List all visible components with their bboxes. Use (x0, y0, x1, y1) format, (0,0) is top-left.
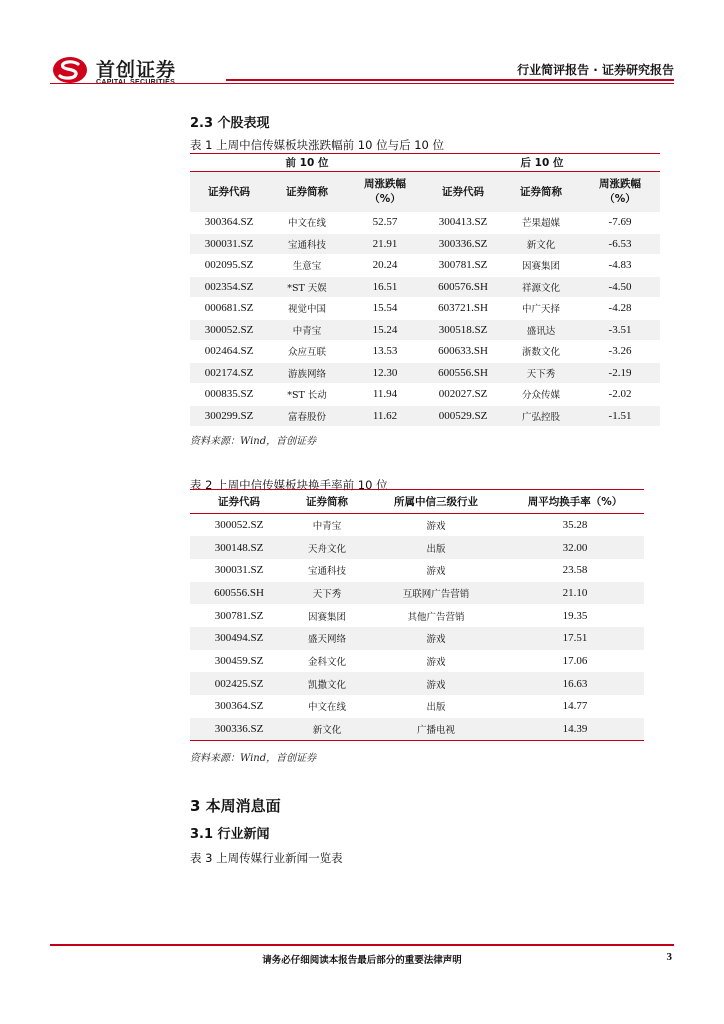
col-header: 证券代码 (190, 172, 268, 212)
table-row (190, 650, 644, 673)
table-row (190, 212, 660, 234)
table-cell: -3.51 (580, 319, 660, 341)
table-cell: 众应互联 (268, 341, 346, 363)
table-row (190, 582, 644, 605)
table-cell: 生意宝 (268, 255, 346, 277)
table-cell: 出版 (426, 702, 446, 714)
table-cell: 300781.SZ (424, 255, 502, 277)
table-cell: 天舟文化 (288, 536, 366, 559)
table-cell: -6.53 (580, 233, 660, 255)
table-cell: 002464.SZ (190, 341, 268, 363)
table-cell: 20.24 (346, 255, 424, 277)
table-cell: 游族网络 (268, 362, 346, 384)
table-cell: 因赛集团 (502, 255, 580, 277)
col-header: 证券简称 (288, 490, 366, 514)
table-cell: 600556.SH (424, 362, 502, 384)
company-logo (50, 50, 210, 90)
table-cell: 互联网广告营销 (366, 582, 506, 605)
legal-disclaimer-note: 请务必仔细阅读本报告最后部分的重要法律声明 (262, 955, 462, 966)
group-top-10: 前 10 位 (190, 154, 424, 172)
table-cell: -3.26 (580, 341, 660, 363)
table-cell: 中文在线 (307, 702, 346, 714)
section-heading-3-1: 3.1 行业新闻 (190, 827, 270, 842)
table-cell: 600633.SH (424, 341, 502, 363)
table-cell: 300518.SZ (424, 319, 502, 341)
table-cell: -4.50 (580, 276, 660, 298)
table-row (190, 536, 644, 559)
table-cell: 32.00 (506, 536, 644, 559)
table-cell: 16.51 (346, 276, 424, 298)
col-header: 证券代码 (190, 490, 288, 514)
table-cell: 祥源文化 (502, 276, 580, 298)
table-cell: 11.94 (346, 384, 424, 406)
table-cell: 300299.SZ (190, 405, 268, 427)
section-heading-3: 3 本周消息面 (190, 797, 281, 815)
table-cell: 金科文化 (307, 656, 346, 668)
table-cell: 出版 (366, 536, 506, 559)
table-cell: 凯撒文化 (288, 672, 366, 695)
table-cell: 21.10 (506, 582, 644, 605)
table-row (190, 298, 660, 320)
table-cell: 天下秀 (288, 582, 366, 605)
table-cell: 35.28 (562, 519, 588, 532)
table-cell: *ST 长动 (268, 384, 346, 406)
table-cell: 12.30 (346, 362, 424, 384)
col-header: 周涨跌幅 （%） (580, 172, 660, 212)
table-cell: 游戏 (426, 521, 446, 533)
table-cell: 15.24 (346, 319, 424, 341)
table-cell: 游戏 (366, 627, 506, 650)
logo-chinese-name: 首创证券 (96, 59, 177, 81)
table-row (190, 672, 644, 695)
table-cell: 14.39 (506, 718, 644, 741)
logo-mark-icon (52, 56, 88, 84)
table-cell: 分众传媒 (502, 384, 580, 406)
table-cell: 17.51 (506, 627, 644, 650)
table-cell: 13.53 (346, 341, 424, 363)
table-cell: 002425.SZ (190, 672, 288, 695)
table-cell: 000529.SZ (424, 405, 502, 427)
table-row (190, 627, 644, 650)
col-header: 周涨跌幅 （%） (346, 172, 424, 212)
table-cell: 300364.SZ (214, 700, 264, 713)
table-row (190, 319, 660, 341)
table-cell: 天下秀 (502, 362, 580, 384)
table-cell: 中青宝 (312, 521, 342, 533)
table-cell: 盛讯达 (502, 319, 580, 341)
table-cell: 603721.SH (424, 298, 502, 320)
table-row (190, 384, 660, 406)
table-cell: -4.28 (580, 298, 660, 320)
group-bottom-10: 后 10 位 (424, 154, 660, 172)
table-cell: 002354.SZ (190, 276, 268, 298)
table-cell: 盛天网络 (288, 627, 366, 650)
table-cell: 300413.SZ (424, 212, 502, 234)
table-cell: 宝通科技 (268, 233, 346, 255)
table-turnover-leaders (190, 489, 644, 741)
table-cell: 002027.SZ (424, 384, 502, 406)
table-cell: 600576.SH (424, 276, 502, 298)
table-cell: 300031.SZ (214, 564, 264, 577)
col-header: 证券简称 (502, 172, 580, 212)
table-cell: 23.58 (562, 564, 588, 577)
table-cell: 000835.SZ (190, 384, 268, 406)
page-number: 3 (666, 951, 672, 963)
table-cell: 002174.SZ (190, 362, 268, 384)
table1-column-header (190, 172, 660, 212)
table-cell: 广播电视 (366, 718, 506, 741)
table-row (190, 255, 660, 277)
table-cell: 300148.SZ (190, 536, 288, 559)
col-header: 证券简称 (268, 172, 346, 212)
table-cell: 16.63 (506, 672, 644, 695)
table-cell: 新文化 (288, 718, 366, 741)
table-cell: 300459.SZ (214, 654, 264, 667)
table-cell: 21.91 (346, 233, 424, 255)
table2-column-header (190, 490, 644, 514)
table-cell: 中青宝 (268, 319, 346, 341)
page-header (50, 50, 674, 90)
table-cell: 芒果超媒 (502, 212, 580, 234)
table-cell: 300364.SZ (190, 212, 268, 234)
table-cell: 000681.SZ (190, 298, 268, 320)
table-cell: 游戏 (366, 672, 506, 695)
table-cell: 视觉中国 (268, 298, 346, 320)
table-cell: 600556.SH (190, 582, 288, 605)
table-cell: 新文化 (502, 233, 580, 255)
table-cell: 广弘控股 (502, 405, 580, 427)
table-cell: 中广天择 (502, 298, 580, 320)
table-cell: -4.83 (580, 255, 660, 277)
table-cell: 因赛集团 (307, 611, 346, 623)
table-cell: 富春股份 (268, 405, 346, 427)
table-cell: 游戏 (426, 656, 446, 668)
table-cell: -7.69 (580, 212, 660, 234)
table-cell: 300781.SZ (214, 609, 264, 622)
table-cell: -2.19 (580, 362, 660, 384)
report-type-title: 行业简评报告 · 证券研究报告 (517, 63, 674, 77)
table1-source: 资料来源：Wind，首创证券 (190, 436, 317, 447)
table2-source: 资料来源：Wind，首创证券 (190, 753, 317, 764)
table-cell: 宝通科技 (307, 566, 346, 578)
table-row (190, 514, 644, 537)
table-row (190, 405, 660, 427)
table-cell: 游戏 (426, 566, 446, 578)
section-heading-2-3: 2.3 个股表现 (190, 116, 270, 131)
table-cell: 中文在线 (268, 212, 346, 234)
header-rule (226, 79, 674, 81)
table2-caption: 表 2 上周中信传媒板块换手率前 10 位 (190, 478, 388, 492)
table-row (190, 718, 644, 741)
table-row (190, 276, 660, 298)
table-cell: 52.57 (346, 212, 424, 234)
table-cell: -2.02 (580, 384, 660, 406)
table-cell: 300494.SZ (190, 627, 288, 650)
table-cell: 15.54 (346, 298, 424, 320)
col-header: 所属中信三级行业 (366, 490, 506, 514)
footer-rule (50, 944, 674, 946)
table-cell: 17.06 (562, 654, 588, 667)
table-row (190, 604, 644, 627)
col-header: 证券代码 (424, 172, 502, 212)
table-top-bottom-movers (190, 153, 660, 427)
table1-caption: 表 1 上周中信传媒板块涨跌幅前 10 位与后 10 位 (190, 138, 445, 152)
table3-caption: 表 3 上周传媒行业新闻一览表 (190, 851, 343, 865)
table-row (190, 233, 660, 255)
table-row (190, 559, 644, 582)
table-cell: 19.35 (562, 609, 588, 622)
table-cell: 14.77 (562, 700, 588, 713)
table-cell: 002095.SZ (190, 255, 268, 277)
table1-group-header (190, 154, 660, 172)
table-cell: 300336.SZ (424, 233, 502, 255)
table-row (190, 341, 660, 363)
table-row (190, 695, 644, 718)
table-cell: 300336.SZ (190, 718, 288, 741)
table-row (190, 362, 660, 384)
table-cell: 300031.SZ (190, 233, 268, 255)
table-cell: 11.62 (346, 405, 424, 427)
table-cell: *ST 天娱 (268, 276, 346, 298)
table-cell: 其他广告营销 (407, 611, 465, 623)
table-cell: 浙数文化 (502, 341, 580, 363)
col-header: 周平均换手率（%） (506, 490, 644, 514)
table-cell: 300052.SZ (214, 519, 264, 532)
header-rule-thin (50, 83, 674, 84)
table-cell: -1.51 (580, 405, 660, 427)
table-cell: 300052.SZ (190, 319, 268, 341)
